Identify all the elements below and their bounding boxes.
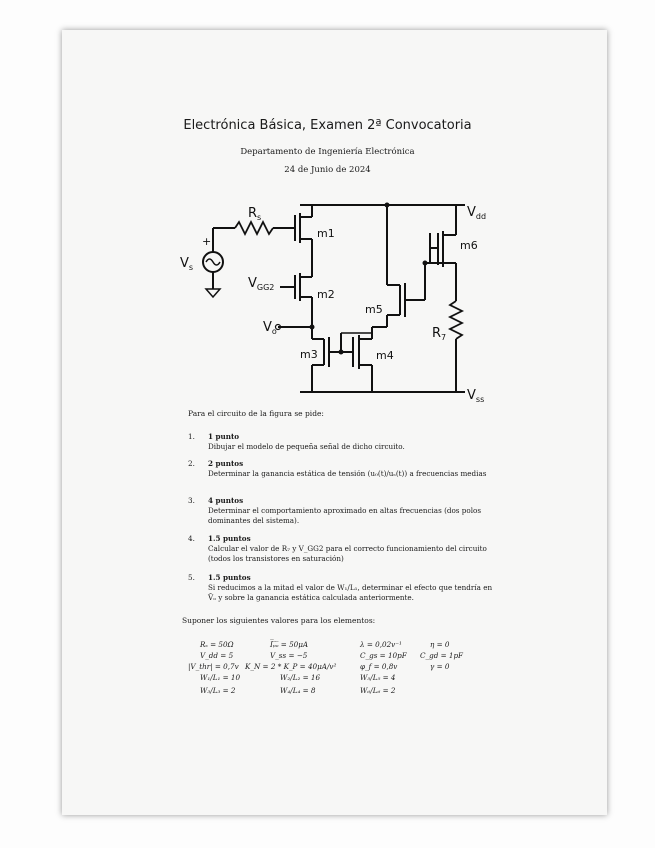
- question-number: 4.: [188, 534, 195, 543]
- value-cell: C_gs = 10pF: [360, 651, 407, 660]
- value-cell: K_N = 2 * K_P = 40μA/v²: [245, 662, 337, 671]
- question-1: [188, 432, 498, 452]
- question-points: 1.5 puntos: [208, 573, 251, 582]
- label-m2: m2: [317, 288, 335, 301]
- label-vss: $V_{ss}$: [467, 388, 485, 404]
- value-cell: W₃/L₃ = 2: [200, 686, 236, 695]
- label-m3: m3: [300, 348, 318, 361]
- assumptions-intro: Suponer los siguientes valores para los elementos:: [182, 616, 376, 625]
- question-points: 2 puntos: [208, 459, 244, 468]
- question-number: 3.: [188, 496, 195, 505]
- value-cell: I̅ₚ̅ₒ̅ = 50μA: [270, 640, 309, 649]
- value-cell: |V_thr| = 0,7v: [188, 662, 239, 671]
- department: Departamento de Ingeniería Electrónica: [240, 147, 415, 157]
- label-plus: +: [202, 235, 212, 248]
- label-rs: $R_s$: [248, 206, 262, 222]
- question-text: Dibujar el modelo de pequeña señal de dicho circuito.: [208, 442, 405, 451]
- value-cell: W₁/L₁ = 10: [200, 673, 241, 682]
- value-cell: η = 0: [430, 640, 450, 649]
- label-m5: m5: [365, 303, 383, 316]
- label-r7: $R_7$: [432, 326, 447, 342]
- value-cell: λ = 0,02v⁻¹: [360, 640, 402, 649]
- question-points: 4 puntos: [208, 496, 244, 505]
- label-vs: $V_s$: [180, 256, 194, 272]
- value-cell: V_dd = 5: [200, 651, 234, 660]
- label-m6: m6: [460, 239, 478, 252]
- value-cell: C_gd = 1pF: [420, 651, 464, 660]
- value-cell: W₅/L₅ = 4: [360, 673, 396, 682]
- exam-title: Electrónica Básica, Examen 2ª Convocatoria: [183, 118, 472, 133]
- value-cell: V_ss = −5: [270, 651, 308, 660]
- label-m4: m4: [376, 349, 394, 362]
- question-5: [188, 573, 498, 603]
- label-m1: m1: [317, 227, 335, 240]
- value-cell: W₂/L₂ = 16: [280, 673, 321, 682]
- exam-date: 24 de Junio de 2024: [284, 165, 371, 175]
- intro-text: Para el circuito de la figura se pide:: [188, 409, 324, 418]
- value-cell: φ_f = 0,8v: [360, 662, 398, 671]
- label-vo: $V_o$: [263, 320, 277, 336]
- value-cell: Rₛ = 50Ω: [200, 640, 234, 649]
- question-number: 5.: [188, 573, 195, 582]
- label-vgg2: $V_{GG2}$: [248, 276, 275, 292]
- question-number: 1.: [188, 432, 195, 441]
- label-vdd: $V_{dd}$: [467, 205, 487, 221]
- question-text: Determinar el comportamiento aproximado en altas frecuencias (dos polos dominantes del sistema).: [208, 506, 482, 525]
- value-cell: W₄/L₄ = 8: [280, 686, 316, 695]
- question-3: [188, 496, 498, 526]
- value-cell: W₆/L₆ = 2: [360, 686, 396, 695]
- question-4: [188, 534, 498, 564]
- circuit-diagram: [160, 193, 500, 405]
- question-points: 1 punto: [208, 432, 240, 441]
- question-text: Determinar la ganancia estática de tensión (u₀(t)/uₛ(t)) a frecuencias medias: [208, 469, 487, 478]
- question-2: [188, 459, 498, 479]
- value-cell: γ = 0: [430, 662, 450, 671]
- question-text: Si reducimos a la mitad el valor de W₁/L₁, determinar el efecto que tendría en V̄ₒ y sobre la ganancia estática calculada anteriormente.: [208, 583, 493, 602]
- question-points: 1.5 puntos: [208, 534, 251, 543]
- question-text: Calcular el valor de R₇ y V_GG2 para el correcto funcionamiento del circuito (todos los transistores en saturación): [208, 544, 487, 563]
- question-number: 2.: [188, 459, 195, 468]
